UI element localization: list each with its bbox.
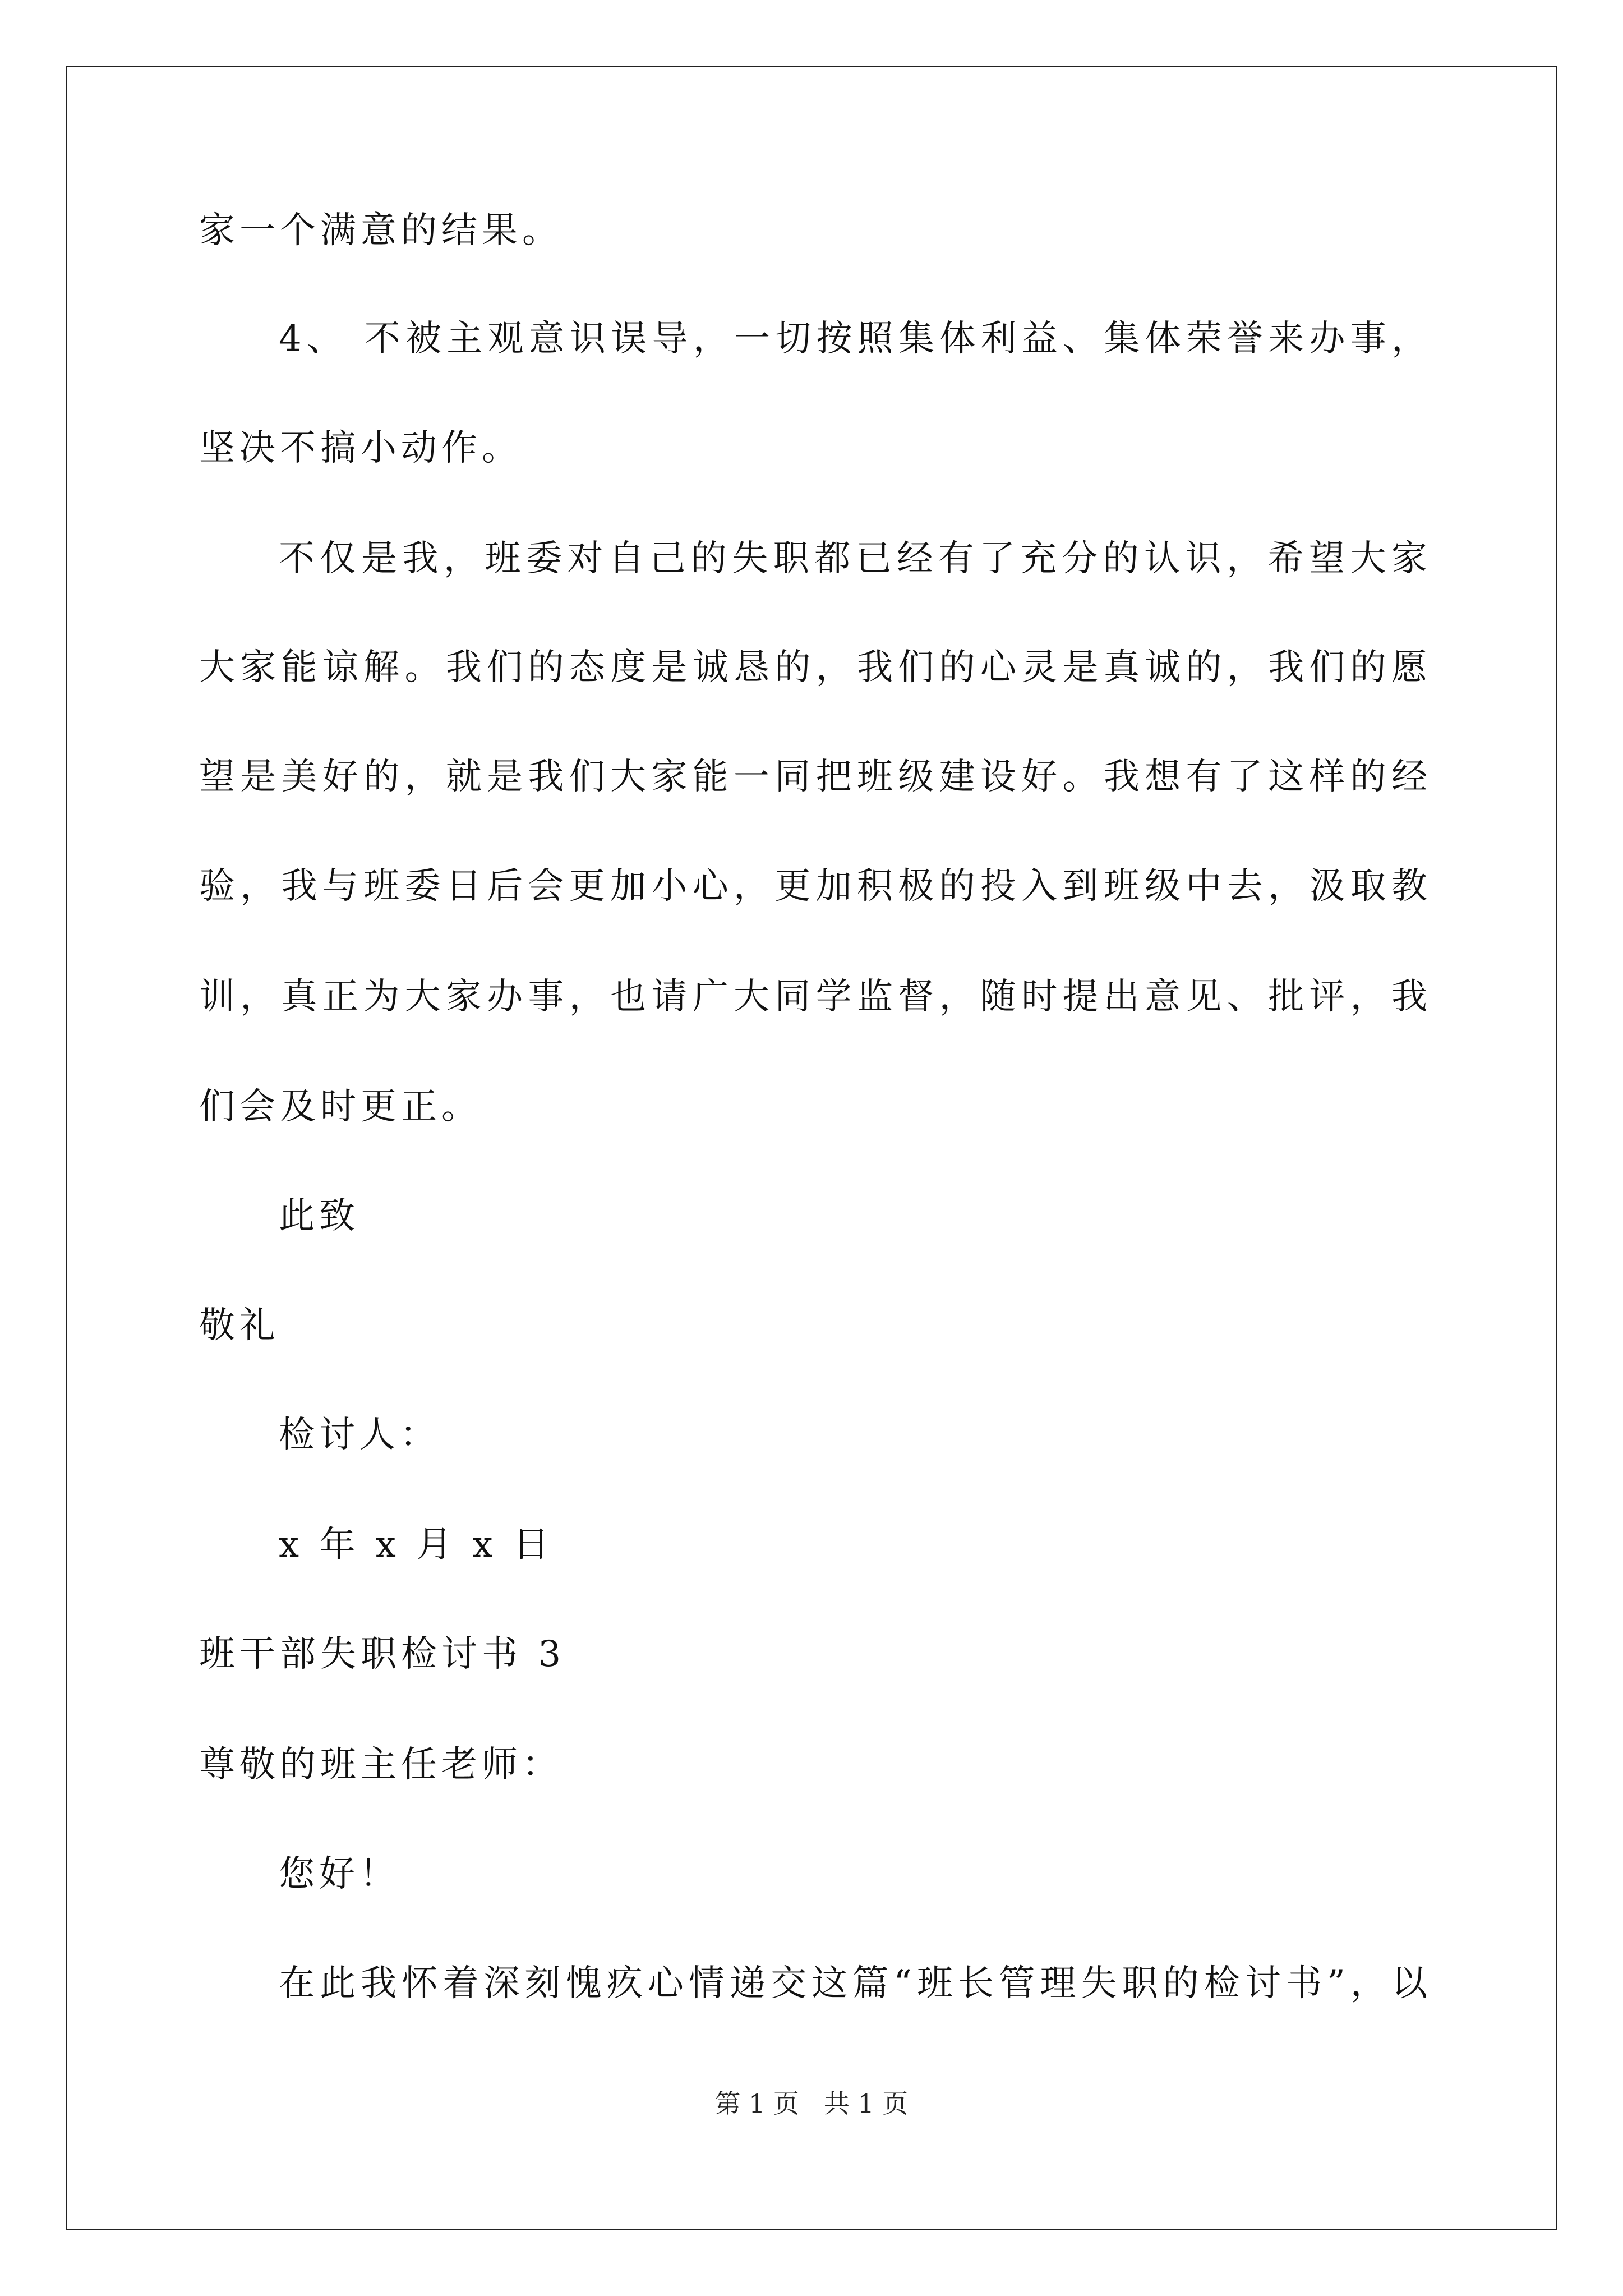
text-line-3: 坚决不搞小动作。	[199, 427, 522, 469]
page-footer: 第 1 页 共 1 页	[714, 2088, 909, 2119]
text-line-7: 验，我与班委日后会更加小心，更加积极的投入到班级中去，汲取教	[199, 866, 1427, 907]
text-line-9: 们会及时更正。	[199, 1086, 482, 1128]
text-line-1: 家一个满意的结果。	[199, 210, 562, 251]
text-line-2: 4、 不被主观意识误导，一切按照集体利益、集体荣誉来办事，	[279, 318, 1427, 360]
section-title: 班干部失职检讨书 3	[199, 1634, 566, 1675]
closing-salutation: 此致	[279, 1195, 359, 1237]
greeting-hello: 您好！	[279, 1853, 400, 1895]
closing-regards: 敬礼	[199, 1305, 280, 1346]
text-line-8: 训，真正为大家办事，也请广大同学监督，随时提出意见、批评，我	[199, 976, 1427, 1018]
greeting-recipient: 尊敬的班主任老师：	[199, 1744, 562, 1786]
text-line-5: 大家能谅解。我们的态度是诚恳的，我们的心灵是真诚的，我们的愿	[199, 647, 1427, 688]
page-border	[66, 66, 1557, 2230]
text-line-4: 不仅是我，班委对自己的失职都已经有了充分的认识，希望大家	[279, 538, 1427, 579]
text-line-6: 望是美好的，就是我们大家能一同把班级建设好。我想有了这样的经	[199, 756, 1427, 798]
signer-label: 检讨人：	[279, 1414, 440, 1456]
text-line-body-start: 在此我怀着深刻愧疚心情递交这篇“班长管理失职的检讨书”，以	[279, 1963, 1427, 2004]
date-line: x 年 x 月 x 日	[279, 1524, 554, 1566]
